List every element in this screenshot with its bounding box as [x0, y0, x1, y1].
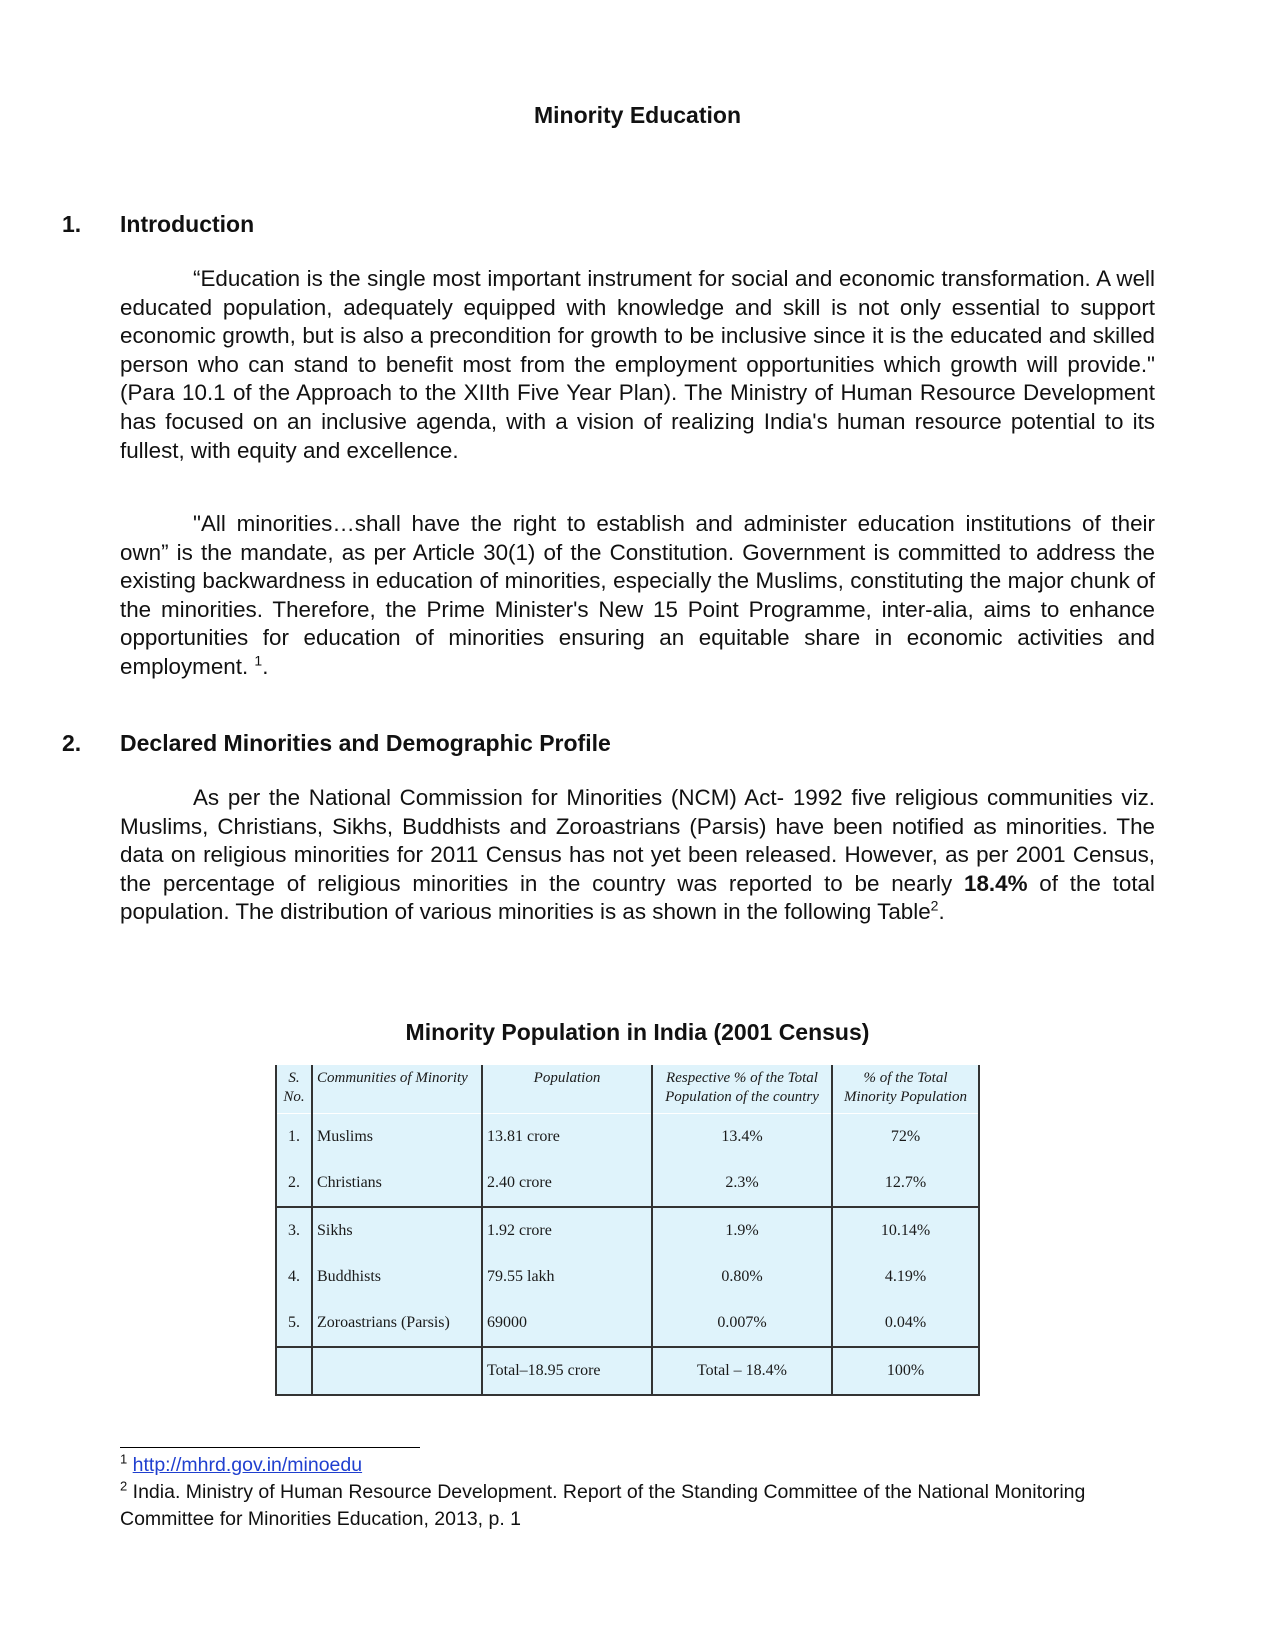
- footnote-1-mark: 1: [120, 1451, 128, 1467]
- cell-pct-country: 0.80%: [652, 1254, 832, 1300]
- cell-pct-country: 13.4%: [652, 1114, 832, 1161]
- footnote-1-link[interactable]: http://mhrd.gov.in/minoedu: [132, 1454, 363, 1476]
- section-1-title: Introduction: [120, 211, 255, 237]
- total-cell-pct-country: Total – 18.4%: [652, 1347, 832, 1395]
- cell-pct-minority: 4.19%: [884, 1268, 927, 1285]
- demographic-paragraph: [120, 784, 1155, 927]
- footnote-separator: [120, 1447, 420, 1448]
- intro-paragraph-2-text: "All minorities…shall have the right to establish and administer education institutions of their own” is the mandate, as per Article 30(1) of the Constitution. Government is committed to address the existing backwardness in education of minorities, especially the Muslims, constituting the major chunk of the minorities. Therefore, the Prime Minister's New 15 Point Programme, inter-alia, aims to enhance opportunities for education of minorities ensuring an equitable share in economic activities and employment.: [120, 511, 1155, 679]
- table-row: [276, 1300, 979, 1347]
- intro-paragraph-2-end: .: [262, 653, 269, 679]
- cell-sno: 1.: [276, 1114, 312, 1161]
- intro-paragraph-1: “Education is the single most important instrument for social and economic transformation. A well educated population, adequately equipped with knowledge and skill is not only essential to support economic growth, but is also a precondition for growth to be inclusive since it is the educated and skilled person who can stand to benefit most from the employment opportunities which growth will provide." (Para 10.1 of the Approach to the XIIth Five Year Plan). The Ministry of Human Resource Development has focused on an inclusive agenda, with a vision of realizing India's human resource potential to its fullest, with equity and excellence.: [120, 266, 1155, 463]
- header-sno: S. No.: [276, 1065, 312, 1114]
- demographic-text-end: of the total population. The distribution of various minorities is as shown in the following Table: [120, 870, 1155, 925]
- cell-pct-minority: 10.14%: [832, 1207, 979, 1254]
- footnote-ref-1[interactable]: 1: [254, 652, 263, 669]
- total-cell-sno: [276, 1347, 312, 1395]
- cell-community: Zoroastrians (Parsis): [312, 1300, 482, 1347]
- footnote-2: [120, 1479, 1160, 1533]
- cell-sno: 2.: [276, 1160, 312, 1207]
- cell-sno: 4.: [276, 1254, 312, 1300]
- table-row: [276, 1207, 979, 1254]
- table-row: [276, 1114, 979, 1161]
- footnote-2-text: India. Ministry of Human Resource Development. Report of the Standing Committee of the National Monitoring Committee for Minorities Education, 2013, p. 1: [120, 1481, 1086, 1530]
- section-2-title: Declared Minorities and Demographic Profile: [120, 730, 611, 756]
- table-row: [276, 1160, 979, 1207]
- footnote-2-mark: 2: [120, 1478, 128, 1494]
- table-row: [276, 1254, 979, 1300]
- demographic-text-start: As per the National Commission for Minorities (NCM) Act- 1992 five religious communities viz. Muslims, Christians, Sikhs, Buddhists and Zoroastrians (Parsis) have been notified as minorities. The data on religious minorities for 2011 Census has not yet been released. However, as per 2001 Census, the percentage of religious minorities in the country was reported to be nearly: [120, 785, 1155, 896]
- intro-paragraph-2: [120, 510, 1155, 682]
- total-cell-community: [312, 1347, 482, 1395]
- footnote-1: [120, 1452, 1160, 1479]
- cell-pct-minority: 12.7%: [884, 1174, 927, 1191]
- demographic-paragraph-end: .: [938, 899, 945, 925]
- header-pct-country: Respective % of the Total Population of the country: [652, 1065, 832, 1114]
- cell-population: 79.55 lakh: [482, 1254, 652, 1300]
- cell-community: Sikhs: [312, 1207, 482, 1254]
- cell-population: 2.40 crore: [482, 1160, 652, 1207]
- header-population: Population: [482, 1065, 652, 1114]
- cell-pct-country: 2.3%: [652, 1160, 832, 1207]
- cell-sno: 5.: [276, 1300, 312, 1347]
- document-title: Minority Education: [534, 102, 741, 128]
- table-header-row: [276, 1065, 979, 1114]
- total-cell-pct-minority: 100%: [832, 1347, 979, 1395]
- cell-pct-minority: 72%: [890, 1128, 921, 1145]
- cell-community: Buddhists: [312, 1254, 482, 1300]
- footnote-ref-2[interactable]: 2: [930, 897, 939, 914]
- cell-pct-minority: 0.04%: [884, 1314, 927, 1331]
- cell-pct-country: 1.9%: [652, 1207, 832, 1254]
- header-pct-minority: % of the Total Minority Population: [832, 1065, 979, 1114]
- cell-population: 69000: [482, 1300, 652, 1347]
- table-total-row: [276, 1347, 979, 1395]
- section-2-heading: [62, 730, 1162, 757]
- minority-population-table: [275, 1065, 980, 1396]
- minority-percentage: 18.4%: [964, 870, 1028, 896]
- header-community: Communities of Minority: [312, 1065, 482, 1114]
- section-1-number: 1.: [62, 211, 82, 237]
- cell-population: 13.81 crore: [482, 1114, 652, 1161]
- section-2-number: 2.: [62, 730, 82, 756]
- cell-community: Christians: [312, 1160, 482, 1207]
- cell-population: 1.92 crore: [482, 1207, 652, 1254]
- cell-sno: 3.: [276, 1207, 312, 1254]
- total-cell-population: Total–18.95 crore: [482, 1347, 652, 1395]
- cell-community: Muslims: [312, 1114, 482, 1161]
- cell-pct-country: 0.007%: [652, 1300, 832, 1347]
- section-1-heading: [62, 211, 1162, 238]
- table-caption: Minority Population in India (2001 Census): [405, 1019, 870, 1045]
